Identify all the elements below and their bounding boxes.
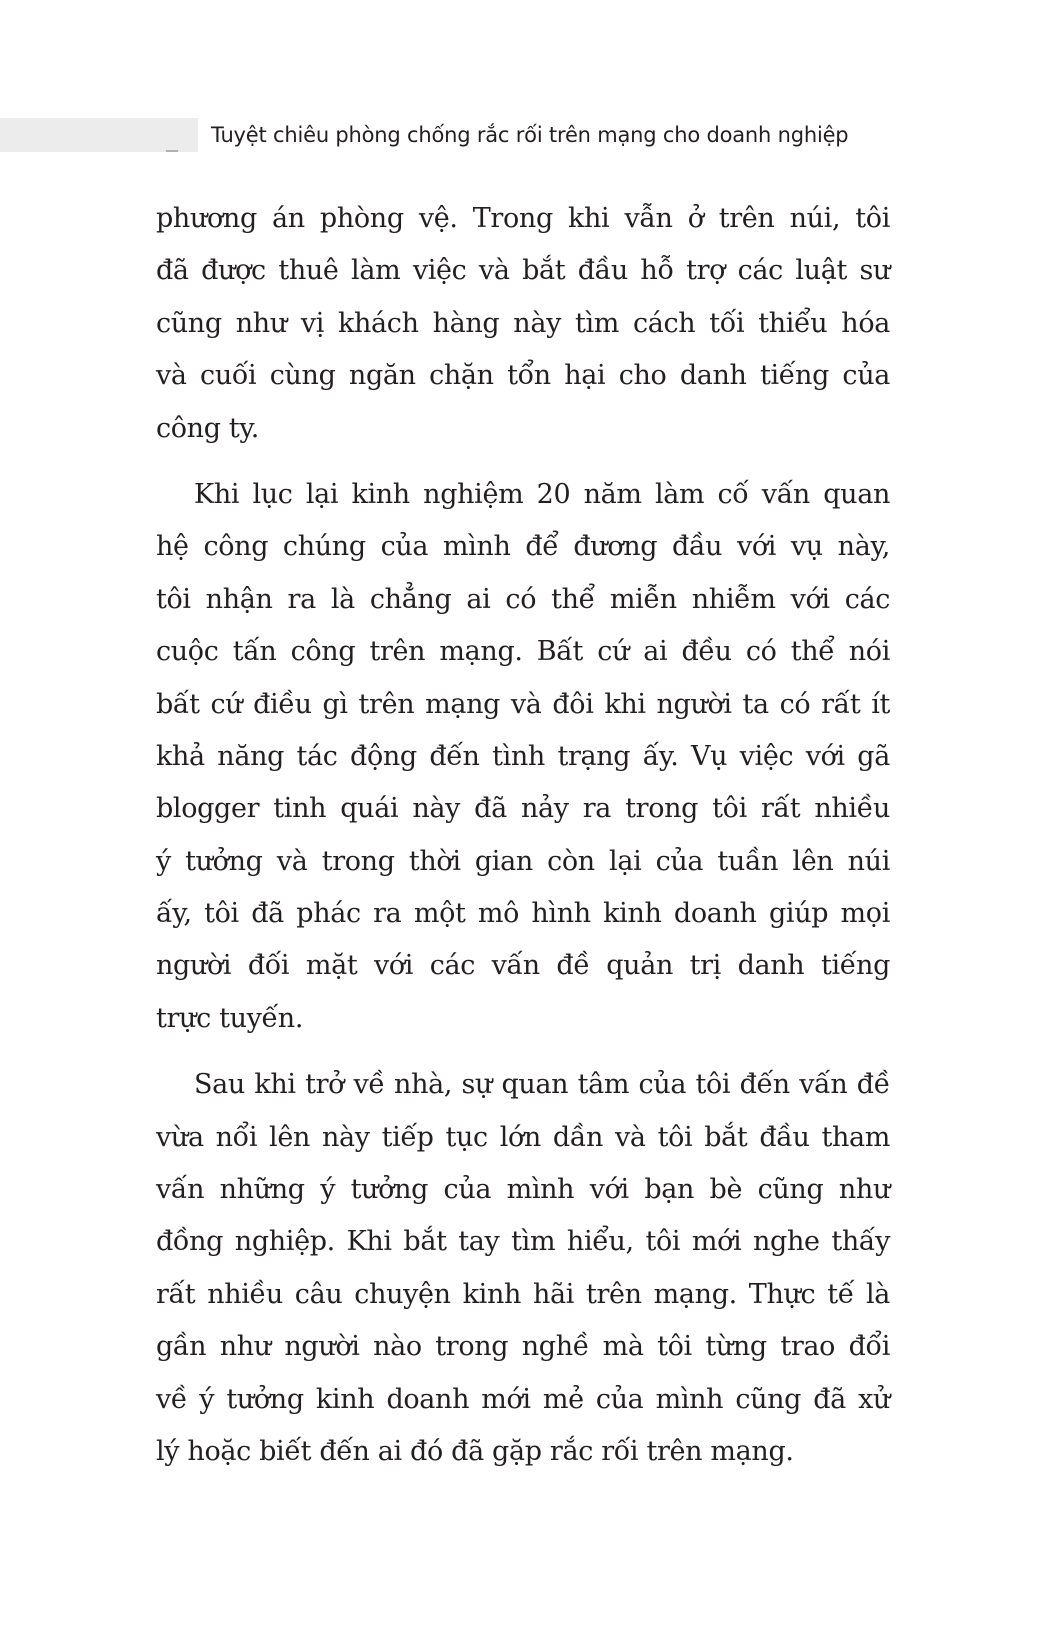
text-line: đồng nghiệp. Khi bắt tay tìm hiểu, tôi mới nghe thấy: [156, 1226, 890, 1258]
text-line: gần như người nào trong nghề mà tôi từng trao đổi: [156, 1331, 890, 1363]
text-line: khả năng tác động đến tình trạng ấy. Vụ việc với gã: [156, 740, 890, 772]
text-line: Khi lục lại kinh nghiệm 20 năm làm cố vấn quan: [194, 478, 890, 510]
text-line: công ty.: [156, 412, 259, 444]
paragraph-2: [156, 469, 890, 1045]
text-line: rất nhiều câu chuyện kinh hãi trên mạng. Thực tế là: [156, 1278, 890, 1310]
text-line: người đối mặt với các vấn đề quản trị danh tiếng: [156, 950, 890, 982]
text-line: bất cứ điều gì trên mạng và đôi khi người ta có rất ít: [156, 688, 890, 720]
text-line: phương án phòng vệ. Trong khi vẫn ở trên núi, tôi: [156, 203, 890, 234]
text-line: hệ công chúng của mình để đương đầu với vụ này,: [156, 531, 890, 563]
header-tab-bar: [0, 118, 198, 152]
running-head-title: Tuyệt chiêu phòng chống rắc rối trên mạng cho doanh nghiệp: [211, 123, 849, 147]
text-line: về ý tưởng kinh doanh mới mẻ của mình cũng đã xử: [156, 1383, 890, 1415]
body-text: [156, 193, 890, 1478]
text-line: ấy, tôi đã phác ra một mô hình kinh doanh giúp mọi: [156, 898, 890, 930]
text-line: đã được thuê làm việc và bắt đầu hỗ trợ các luật sư: [156, 255, 890, 287]
text-line: cuộc tấn công trên mạng. Bất cứ ai đều có thể nói: [156, 636, 890, 668]
text-line: vừa nổi lên này tiếp tục lớn dần và tôi bắt đầu tham: [156, 1121, 890, 1153]
text-line: Sau khi trở về nhà, sự quan tâm của tôi đến vấn đề: [194, 1069, 890, 1101]
text-line: vấn những ý tưởng của mình với bạn bè cũng như: [156, 1174, 890, 1206]
text-line: tôi nhận ra là chẳng ai có thể miễn nhiễm với các: [156, 583, 890, 615]
text-line: ý tưởng và trong thời gian còn lại của tuần lên núi: [156, 845, 890, 877]
header-rule: [166, 150, 178, 152]
text-line: blogger tinh quái này đã nảy ra trong tôi rất nhiều: [156, 793, 890, 825]
paragraph-3: [156, 1059, 890, 1478]
text-line: và cuối cùng ngăn chặn tổn hại cho danh tiếng của: [156, 360, 890, 392]
text-line: lý hoặc biết đến ai đó đã gặp rắc rối trên mạng.: [156, 1435, 794, 1467]
text-line: cũng như vị khách hàng này tìm cách tối thiểu hóa: [156, 307, 890, 339]
paragraph-1: [156, 193, 890, 455]
text-line: trực tuyến.: [156, 1002, 304, 1034]
